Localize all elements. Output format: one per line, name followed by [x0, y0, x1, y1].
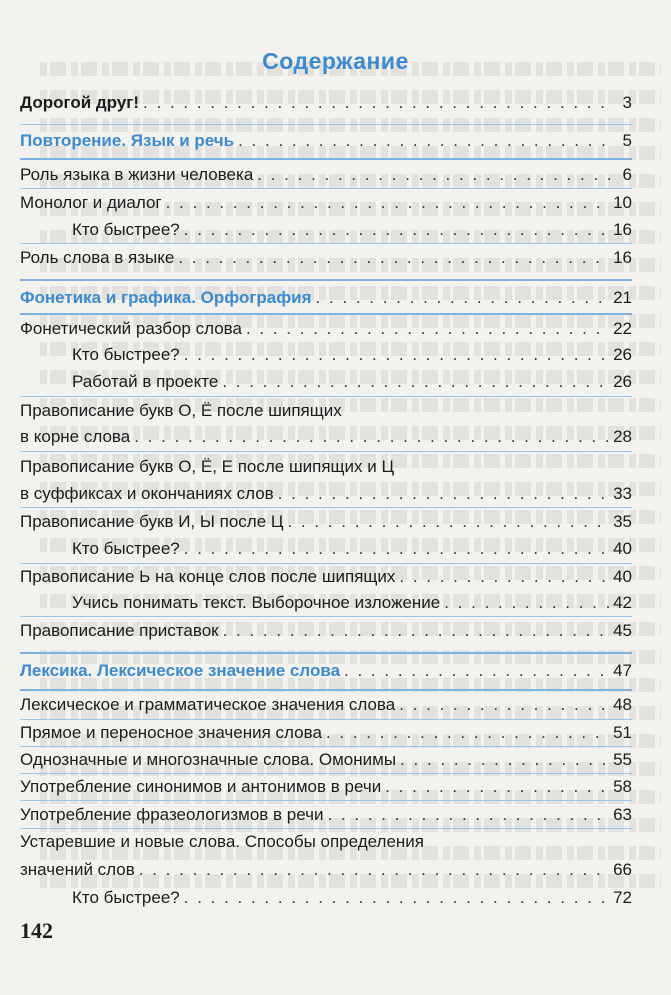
divider: [20, 158, 632, 160]
toc-entry-continuation[interactable]: [20, 424, 632, 450]
dot-leader: [184, 217, 609, 243]
toc-entry[interactable]: [20, 245, 632, 271]
toc-entry-text: Кто быстрее?: [72, 539, 180, 558]
toc-entry-page: 3: [622, 93, 632, 112]
toc-entry-page: 33: [613, 484, 632, 503]
toc-entry-text: Работай в проекте: [72, 372, 219, 391]
dot-leader: [222, 369, 609, 395]
toc-entry-page: 26: [613, 345, 632, 364]
toc-entry-page: 40: [613, 539, 632, 558]
toc-entry-text: Кто быстрее?: [72, 345, 180, 364]
toc-section-heading[interactable]: [20, 285, 632, 311]
toc-entry[interactable]: [72, 217, 632, 243]
toc-entry-page: 58: [613, 777, 632, 796]
toc-entry-text: Учись понимать текст. Выборочное изложение: [72, 593, 441, 612]
toc-entry-text: в суффиксах и окончаниях слов: [20, 484, 274, 503]
dot-leader: [139, 857, 609, 883]
dot-leader: [385, 774, 609, 800]
dot-leader: [400, 747, 609, 773]
dot-leader: [166, 190, 609, 216]
toc-entry[interactable]: [20, 190, 632, 216]
dot-leader: [444, 590, 609, 616]
toc-entry[interactable]: [72, 536, 632, 562]
dot-leader: [287, 509, 609, 535]
toc-entry-text: Фонетика и графика. Орфография: [20, 288, 312, 307]
toc-entry[interactable]: [20, 90, 632, 116]
dot-leader: [326, 720, 609, 746]
dot-leader: [184, 342, 609, 368]
toc-entry[interactable]: [72, 369, 632, 395]
page-number: 142: [20, 918, 53, 943]
dot-leader: [178, 245, 609, 271]
toc-entry-text: Правописание букв И, Ы после Ц: [20, 512, 284, 531]
toc-entry-text: Устаревшие и новые слова. Способы определения: [20, 832, 424, 851]
toc-entry-page: 28: [613, 427, 632, 446]
dot-leader: [246, 316, 609, 342]
toc-entry-page: 26: [613, 372, 632, 391]
toc-entry-page: 6: [622, 165, 632, 184]
toc-entry-page: 72: [613, 888, 632, 907]
toc-entry-text: Прямое и переносное значения слова: [20, 723, 322, 742]
toc-entry-text: Правописание букв О, Ё после шипящих: [20, 401, 342, 420]
toc-entry[interactable]: [20, 454, 632, 480]
dot-leader: [316, 285, 610, 311]
toc-section-heading[interactable]: [20, 128, 632, 154]
toc-entry-continuation[interactable]: [20, 857, 632, 883]
dot-leader: [399, 564, 609, 590]
toc-entry-text: Кто быстрее?: [72, 888, 180, 907]
toc-entry-page: 16: [613, 220, 632, 239]
toc-entry-text: Роль слова в языке: [20, 248, 175, 267]
toc-entry[interactable]: [20, 316, 632, 342]
toc-entry-continuation[interactable]: [20, 481, 632, 507]
toc-entry-text: Правописание приставок: [20, 621, 219, 640]
toc-entry-page: 16: [613, 248, 632, 267]
toc-entry-page: 66: [613, 860, 632, 879]
dot-leader: [184, 885, 609, 911]
toc-entry-page: 35: [613, 512, 632, 531]
toc-entry-page: 21: [613, 288, 632, 307]
toc-entry[interactable]: [72, 885, 632, 911]
toc-entry-text: Употребление фразеологизмов в речи: [20, 805, 324, 824]
toc-entry[interactable]: [72, 342, 632, 368]
toc-entry[interactable]: [20, 720, 632, 746]
dot-leader: [238, 128, 610, 154]
dot-leader: [134, 424, 609, 450]
toc-entry[interactable]: [20, 564, 632, 590]
toc-entry-text: Фонетический разбор слова: [20, 319, 242, 338]
toc-entry-page: 48: [613, 695, 632, 714]
toc-entry-text: значений слов: [20, 860, 135, 879]
toc-entry-page: 45: [613, 621, 632, 640]
toc-entry-text: Употребление синонимов и антонимов в речи: [20, 777, 382, 796]
toc-entry[interactable]: [20, 509, 632, 535]
toc-entry-page: 22: [613, 319, 632, 338]
toc-entry-text: Дорогой друг!: [20, 93, 140, 112]
toc-entry-page: 5: [622, 131, 632, 150]
toc-entry-text: Кто быстрее?: [72, 220, 180, 239]
page-title: Содержание: [262, 48, 409, 74]
divider: [20, 279, 632, 281]
toc-entry[interactable]: [20, 829, 632, 855]
toc-entry-text: Лексика. Лексическое значение слова: [20, 661, 341, 680]
toc-entry[interactable]: [20, 692, 632, 718]
divider: [20, 800, 632, 801]
divider: [20, 689, 632, 691]
divider: [20, 243, 632, 244]
toc-entry[interactable]: [20, 398, 632, 424]
divider: [20, 652, 632, 654]
divider: [20, 188, 632, 189]
toc-entry-page: 63: [613, 805, 632, 824]
dot-leader: [184, 536, 609, 562]
toc-entry-text: Однозначные и многозначные слова. Омонимы: [20, 750, 397, 769]
toc-entry-page: 42: [613, 593, 632, 612]
divider: [20, 507, 632, 508]
toc-entry-text: в корне слова: [20, 427, 131, 446]
divider: [20, 616, 632, 617]
divider: [20, 396, 632, 397]
toc-entry-text: Правописание букв О, Ё, Е после шипящих и Ц: [20, 457, 395, 476]
toc-entry[interactable]: [72, 590, 632, 616]
divider: [20, 451, 632, 452]
toc-entry-page: 10: [613, 193, 632, 212]
toc-entry-page: 55: [613, 750, 632, 769]
divider: [20, 313, 632, 315]
toc-entry[interactable]: [20, 774, 632, 800]
dot-leader: [344, 658, 609, 684]
toc-entry-text: Монолог и диалог: [20, 193, 162, 212]
toc-entry-page: 51: [613, 723, 632, 742]
toc-entry[interactable]: [20, 802, 632, 828]
toc-entry-page: 47: [613, 661, 632, 680]
toc-section-heading[interactable]: [20, 658, 632, 684]
toc-entry-text: Правописание Ь на конце слов после шипящих: [20, 567, 396, 586]
toc-entry-text: Лексическое и грамматическое значения слова: [20, 695, 396, 714]
toc-entry[interactable]: [20, 747, 632, 773]
dot-leader: [223, 618, 609, 644]
toc-entry-page: 40: [613, 567, 632, 586]
dot-leader: [399, 692, 609, 718]
dot-leader: [257, 162, 610, 188]
dot-leader: [278, 481, 609, 507]
toc-entry[interactable]: [20, 162, 632, 188]
toc-entry-text: Роль языка в жизни человека: [20, 165, 254, 184]
dot-leader: [143, 90, 610, 116]
divider: [20, 124, 632, 125]
dot-leader: [328, 802, 610, 828]
toc-entry[interactable]: [20, 618, 632, 644]
toc-entry-text: Повторение. Язык и речь: [20, 131, 235, 150]
